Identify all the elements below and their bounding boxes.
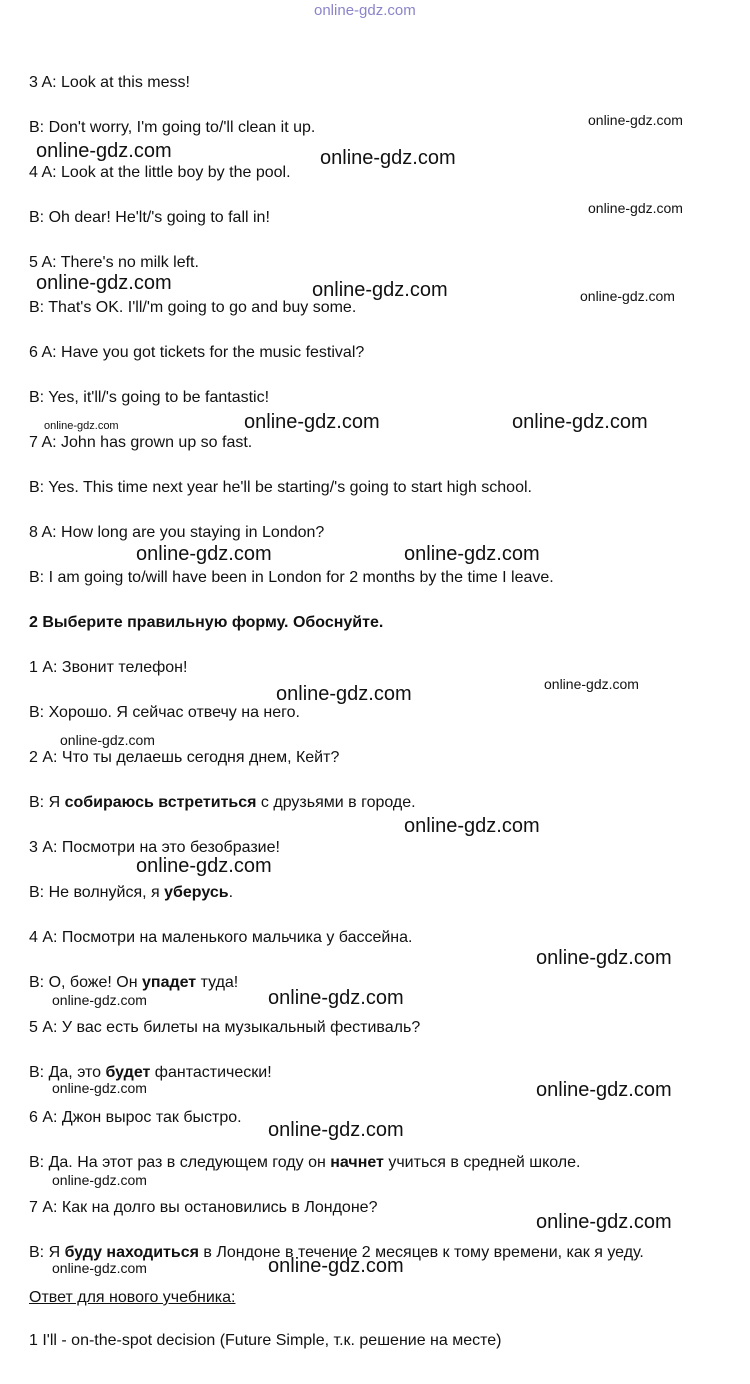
line-text: В: Я: [29, 794, 65, 811]
watermark: online-gdz.com: [36, 140, 172, 162]
text-line: B: Yes, it'll/'s going to be fantastic!: [29, 389, 270, 406]
watermark: online-gdz.com: [536, 1079, 672, 1101]
watermark: online-gdz.com: [268, 987, 404, 1009]
text-line: 6 A: Have you got tickets for the music festival?: [29, 344, 365, 361]
text-line: 3 А: Посмотри на это безобразие!: [29, 839, 280, 856]
text-line: B: Oh dear! He'lt/'s going to fall in!: [29, 209, 270, 226]
watermark: online-gdz.com: [536, 1211, 672, 1233]
watermark: online-gdz.com: [276, 683, 412, 705]
watermark: online-gdz.com: [320, 147, 456, 169]
watermark: online-gdz.com: [404, 543, 540, 565]
bold-answer: упадет: [142, 974, 197, 991]
text-line: [29, 1153, 580, 1173]
watermark: online-gdz.com: [268, 1119, 404, 1141]
watermark: online-gdz.com: [244, 411, 380, 433]
text-line: 1 I'll - on-the-spot decision (Future Simple, т.к. решение на месте): [29, 1332, 502, 1349]
watermark: online-gdz.com: [404, 815, 540, 837]
text-line: [29, 883, 233, 903]
watermark: online-gdz.com: [44, 420, 119, 432]
watermark: online-gdz.com: [52, 1260, 147, 1276]
text-line: 4 А: Посмотри на маленького мальчика у бассейна.: [29, 929, 413, 946]
line-text: с друзьями в городе.: [256, 794, 416, 811]
text-line: 6 А: Джон вырос так быстро.: [29, 1109, 242, 1126]
bold-answer: начнет: [330, 1154, 384, 1171]
line-text: В: Я: [29, 1244, 65, 1261]
line-text: В: Да, это: [29, 1064, 106, 1081]
text-line: 5 А: У вас есть билеты на музыкальный фестиваль?: [29, 1019, 421, 1036]
line-text: В: Не волнуйся, я: [29, 884, 165, 901]
line-text: учиться в средней школе.: [383, 1154, 581, 1171]
watermark: online-gdz.com: [52, 1080, 147, 1096]
line-text: В: О, боже! Он: [29, 974, 142, 991]
watermark: online-gdz.com: [136, 543, 272, 565]
watermark: online-gdz.com: [268, 1255, 404, 1277]
section-heading: 2 Выберите правильную форму. Обоснуйте.: [29, 614, 384, 631]
text-line: 3 A: Look at this mess!: [29, 74, 190, 91]
watermark: online-gdz.com: [536, 947, 672, 969]
text-line: 7 А: Как на долго вы остановились в Лондоне?: [29, 1199, 378, 1216]
new-textbook-label: Ответ для нового учебника:: [29, 1289, 236, 1306]
text-line: B: Don't worry, I'm going to/'ll clean it up.: [29, 119, 316, 136]
text-line: B: Yes. This time next year he'll be starting/'s going to start high school.: [29, 479, 532, 496]
watermark: online-gdz.com: [60, 732, 155, 748]
watermark: online-gdz.com: [312, 279, 448, 301]
line-text: фантастически!: [150, 1064, 272, 1081]
watermark: online-gdz.com: [580, 288, 675, 304]
watermark: online-gdz.com: [52, 992, 147, 1008]
watermark: online-gdz.com: [512, 411, 648, 433]
watermark: online-gdz.com: [588, 200, 683, 216]
text-line: 4 A: Look at the little boy by the pool.: [29, 164, 291, 181]
text-line: [29, 973, 238, 993]
text-line: 7 A: John has grown up so fast.: [29, 434, 253, 451]
top-watermark: online-gdz.com: [314, 2, 416, 19]
bold-answer: буду находиться: [64, 1244, 199, 1261]
line-text: В: Да. На этот раз в следующем году он: [29, 1154, 331, 1171]
text-line: 1 А: Звонит телефон!: [29, 659, 188, 676]
watermark: online-gdz.com: [36, 272, 172, 294]
line-text: .: [228, 884, 234, 901]
watermark: online-gdz.com: [588, 112, 683, 128]
text-line: 5 A: There's no milk left.: [29, 254, 199, 271]
bold-answer: уберусь: [164, 884, 229, 901]
text-line: 2 А: Что ты делаешь сегодня днем, Кейт?: [29, 749, 340, 766]
bold-answer: собираюсь встретиться: [64, 794, 257, 811]
line-text: туда!: [196, 974, 239, 991]
watermark: online-gdz.com: [544, 676, 639, 692]
watermark: online-gdz.com: [136, 855, 272, 877]
text-line: B: That's OK. I'll/'m going to go and buy some.: [29, 299, 357, 316]
text-line: [29, 793, 416, 813]
text-line: 8 A: How long are you staying in London?: [29, 524, 325, 541]
text-line: В: Хорошо. Я сейчас отвечу на него.: [29, 704, 300, 721]
watermark: online-gdz.com: [52, 1172, 147, 1188]
line-text: в Лондоне в течение 2 месяцев к тому времени, как я уеду.: [198, 1244, 644, 1261]
text-line: B: I am going to/will have been in London for 2 months by the time I leave.: [29, 569, 554, 586]
bold-answer: будет: [105, 1064, 151, 1081]
